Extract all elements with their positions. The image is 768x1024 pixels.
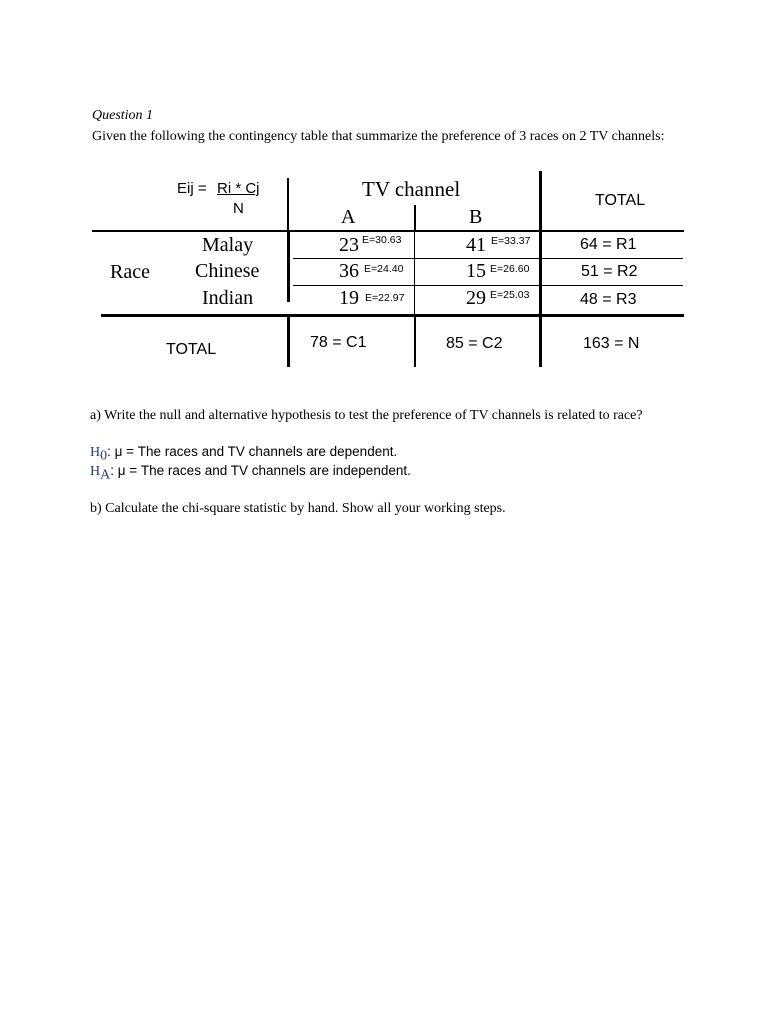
expected-chinese-a: E=24.40	[364, 263, 404, 275]
cell-indian-a: 19	[339, 287, 359, 309]
expected-indian-b: E=25.03	[490, 289, 530, 301]
grid-line	[293, 285, 683, 286]
row-label-malay: Malay	[202, 234, 254, 256]
question-intro: Given the following the contingency table that summarize the preference of 3 races on 2 TV channels:	[92, 129, 665, 144]
grid-line	[287, 178, 289, 230]
column-a-header: A	[341, 206, 356, 228]
formula-denominator: N	[233, 200, 244, 217]
part-a-question: a) Write the null and alternative hypothesis to test the preference of TV channels is related to race?	[90, 408, 643, 423]
grid-line	[92, 230, 684, 232]
grid-line	[414, 232, 415, 316]
grid-line	[101, 314, 684, 317]
alternative-hypothesis	[90, 463, 411, 484]
null-hypothesis	[90, 444, 397, 465]
row-total-malay: 64 = R1	[580, 236, 637, 253]
row-label-indian: Indian	[202, 287, 254, 309]
expected-chinese-b: E=26.60	[490, 263, 530, 275]
expected-malay-b: E=33.37	[491, 235, 531, 247]
race-label: Race	[110, 261, 150, 283]
cell-indian-b: 29	[466, 287, 486, 309]
question-title: Question 1	[92, 108, 154, 123]
row-total-chinese: 51 = R2	[581, 263, 638, 280]
grid-line	[293, 258, 683, 259]
footer-total-label: TOTAL	[166, 341, 217, 358]
ha-text: : μ = The races and TV channels are independent.	[110, 463, 411, 478]
grid-line	[414, 205, 416, 230]
cell-malay-a: 23	[339, 234, 359, 256]
h0-text: : μ = The races and TV channels are dependent.	[107, 444, 398, 459]
grid-line	[287, 232, 290, 302]
grand-total: 163 = N	[583, 335, 640, 352]
column-total-a: 78 = C1	[310, 334, 367, 351]
grid-line	[287, 314, 290, 367]
expected-indian-a: E=22.97	[365, 292, 405, 304]
ha-label: H	[90, 464, 101, 479]
formula-left: Eij =	[177, 180, 207, 197]
formula-numerator: Ri * Cj	[217, 180, 260, 197]
cell-malay-b: 41	[466, 234, 486, 256]
h0-subscript: 0	[100, 448, 108, 464]
grid-line	[539, 171, 542, 367]
column-b-header: B	[469, 206, 483, 228]
part-b-question: b) Calculate the chi-square statistic by hand. Show all your working steps.	[90, 501, 506, 516]
cell-chinese-a: 36	[339, 260, 359, 282]
h0-label: H	[90, 445, 101, 460]
cell-chinese-b: 15	[466, 260, 486, 282]
total-header: TOTAL	[595, 192, 646, 209]
expected-malay-a: E=30.63	[362, 234, 402, 246]
row-total-indian: 48 = R3	[580, 291, 637, 308]
grid-line	[414, 317, 416, 367]
row-label-chinese: Chinese	[195, 260, 260, 282]
ha-subscript: A	[100, 467, 111, 483]
channel-header: TV channel	[362, 177, 461, 201]
column-total-b: 85 = C2	[446, 335, 503, 352]
